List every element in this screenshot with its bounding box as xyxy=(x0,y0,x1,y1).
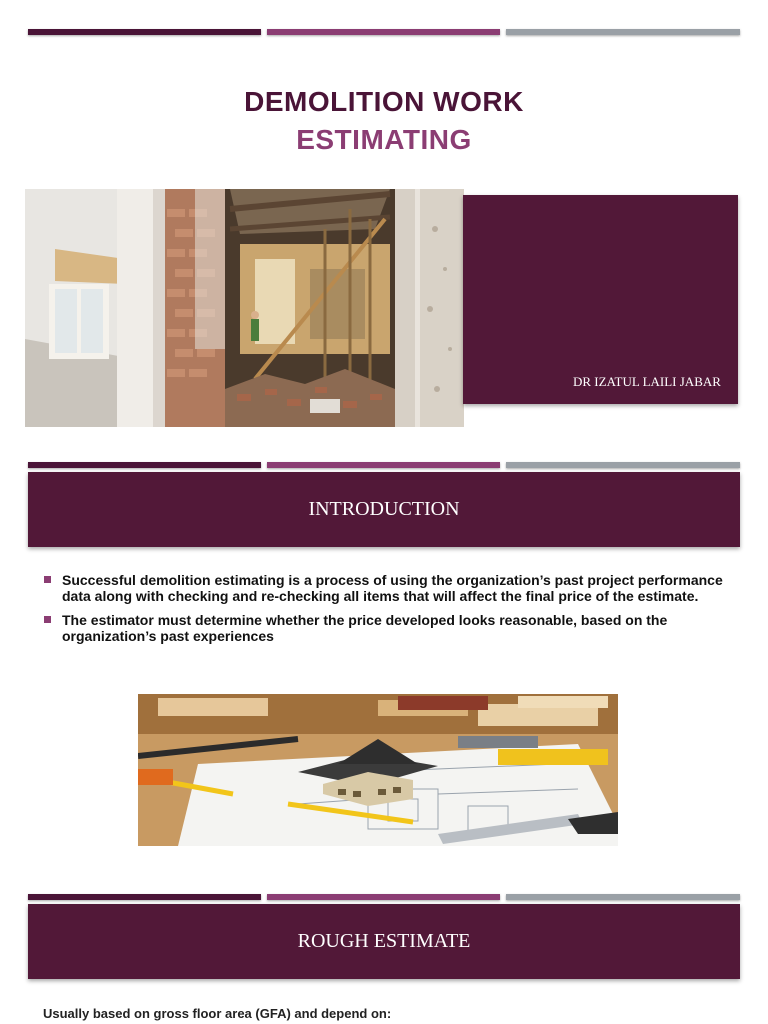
author-name: DR IZATUL LAILI JABAR xyxy=(573,374,721,389)
accent-bar-dark xyxy=(28,462,261,468)
bullet-item xyxy=(44,572,724,604)
introduction-header xyxy=(28,472,740,547)
accent-bar-plum xyxy=(267,462,500,468)
accent-bar-grey xyxy=(506,462,740,468)
accent-bar-grey xyxy=(506,29,740,35)
square-bullet-icon xyxy=(44,576,51,583)
bullet-text: The estimator must determine whether the price developed looks reasonable, based on the organization’s past experiences xyxy=(62,612,668,644)
square-bullet-icon xyxy=(44,616,51,623)
rough-estimate-heading: ROUGH ESTIMATE xyxy=(297,930,471,952)
bullet-item xyxy=(44,612,724,644)
introduction-heading: INTRODUCTION xyxy=(308,498,460,520)
rough-estimate-header xyxy=(28,904,740,979)
accent-bar-dark xyxy=(28,29,261,35)
demolition-photo xyxy=(25,189,464,427)
slide-title-line-1: DEMOLITION WORK xyxy=(244,86,524,117)
introduction-bullet-list xyxy=(44,572,724,652)
accent-bar-plum xyxy=(267,894,500,900)
bullet-text: Successful demolition estimating is a process of using the organization’s past project performance data along with checking and re-checking all items that will affect the final price of the estimate. xyxy=(62,572,723,604)
rough-estimate-body: Usually based on gross floor area (GFA) and depend on: xyxy=(43,1006,392,1021)
estimating-photo xyxy=(138,694,618,846)
accent-bar-dark xyxy=(28,894,261,900)
accent-bar-grey xyxy=(506,894,740,900)
slide-title-line-2: ESTIMATING xyxy=(296,124,472,155)
accent-bar-plum xyxy=(267,29,500,35)
